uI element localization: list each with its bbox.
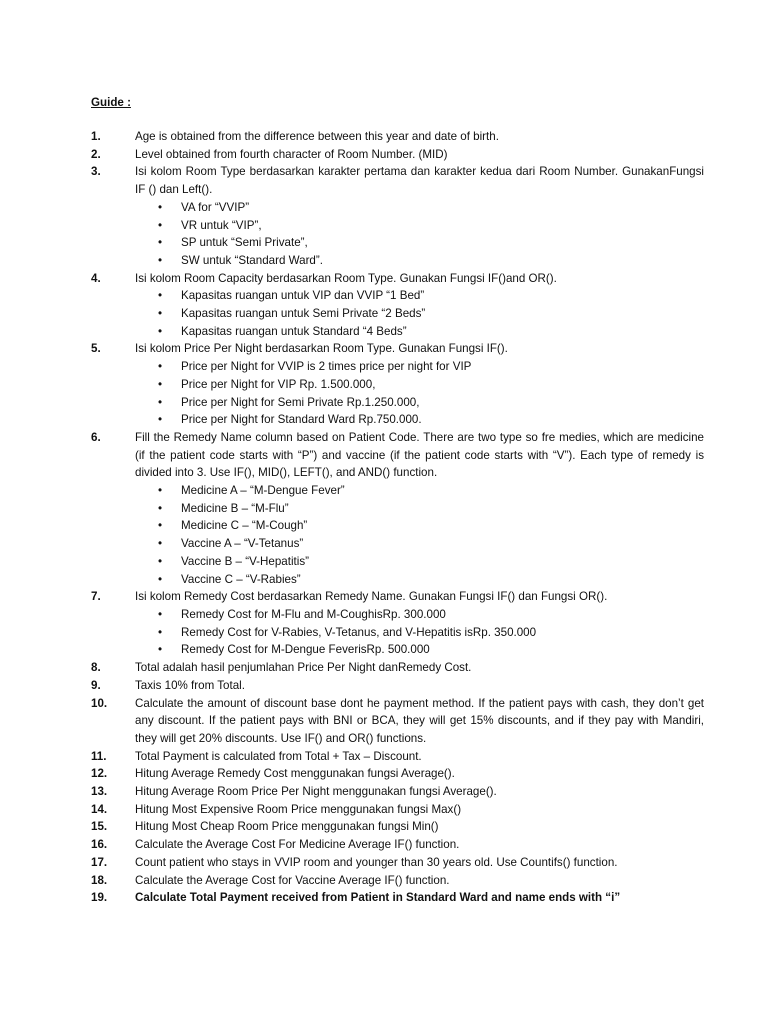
sub-item-text: VR untuk “VIP”, — [181, 218, 262, 232]
item-text: Hitung Most Cheap Room Price menggunakan fungsi Min() — [135, 820, 439, 834]
sub-item — [135, 323, 704, 341]
item-number: 19. — [91, 891, 108, 905]
item-text: Level obtained from fourth character of Room Number. (MID) — [135, 147, 448, 161]
sub-item — [135, 199, 704, 217]
item-number: 9. — [91, 678, 101, 692]
sub-item-text: Medicine C – “M-Cough” — [181, 519, 308, 533]
guide-item — [0, 818, 768, 836]
bullet-icon: • — [158, 289, 163, 303]
sub-item — [135, 571, 704, 589]
item-text: Isi kolom Room Type berdasarkan karakter pertama dan karakter kedua dari Room Number. GunakanFungsi IF () dan Left(). — [135, 165, 704, 197]
item-number: 18. — [91, 873, 108, 887]
sub-list — [135, 482, 704, 588]
item-number: 2. — [91, 147, 101, 161]
bullet-icon: • — [158, 200, 163, 214]
sub-item — [135, 287, 704, 305]
guide-list — [0, 128, 768, 907]
item-number: 17. — [91, 855, 108, 869]
sub-list — [135, 199, 704, 270]
bullet-icon: • — [158, 324, 163, 338]
item-number: 6. — [91, 430, 101, 444]
item-number: 8. — [91, 661, 101, 675]
sub-item — [135, 553, 704, 571]
guide-item — [0, 163, 768, 269]
guide-item — [0, 340, 768, 429]
item-text: Calculate the amount of discount base dont he payment method. If the patient pays with cash, they don’t get any discount. If the patient pays with BNI or BCA, they will get 15% discounts, and if they pay with Mandiri, they will get 20% discounts. Use IF() and OR() functions. — [135, 696, 704, 745]
item-text: Hitung Most Expensive Room Price menggunakan fungsi Max() — [135, 802, 462, 816]
sub-item — [135, 500, 704, 518]
bullet-icon: • — [158, 572, 163, 586]
item-text: Calculate Total Payment received from Patient in Standard Ward and name ends with “i” — [135, 891, 621, 905]
sub-list — [135, 606, 704, 659]
item-number: 10. — [91, 696, 108, 710]
item-text: Hitung Average Room Price Per Night menggunakan fungsi Average(). — [135, 785, 497, 799]
sub-item-text: Kapasitas ruangan untuk Standard “4 Beds” — [181, 324, 407, 338]
item-number: 11. — [91, 749, 107, 763]
item-number: 5. — [91, 342, 101, 356]
bullet-icon: • — [158, 625, 163, 639]
bullet-icon: • — [158, 501, 163, 515]
item-text: Calculate the Average Cost for Vaccine Average IF() function. — [135, 873, 450, 887]
sub-item — [135, 376, 704, 394]
sub-item — [135, 641, 704, 659]
sub-list — [135, 287, 704, 340]
sub-item — [135, 517, 704, 535]
bullet-icon: • — [158, 643, 163, 657]
guide-item — [0, 836, 768, 854]
guide-item — [0, 270, 768, 341]
bullet-icon: • — [158, 218, 163, 232]
sub-item-text: Price per Night for VVIP is 2 times price per night for VIP — [181, 360, 472, 374]
item-number: 12. — [91, 767, 108, 781]
bullet-icon: • — [158, 554, 163, 568]
sub-item — [135, 252, 704, 270]
sub-item-text: VA for “VVIP” — [181, 200, 250, 214]
sub-list — [135, 358, 704, 429]
sub-item-text: Medicine B – “M-Flu” — [181, 501, 289, 515]
bullet-icon: • — [158, 484, 163, 498]
guide-item — [0, 695, 768, 748]
sub-item — [135, 624, 704, 642]
item-text: Fill the Remedy Name column based on Patient Code. There are two type so fre medies, which are medicine (if the patient code starts with “P”) and vaccine (if the patient code starts with “V”). Each type of remedy is divided into 3. Use IF(), MID(), LEFT(), and AND() function. — [135, 430, 704, 480]
guide-item — [0, 677, 768, 695]
sub-item-text: Remedy Cost for V-Rabies, V-Tetanus, and V-Hepatitis isRp. 350.000 — [181, 625, 537, 639]
guide-item — [0, 872, 768, 890]
sub-item — [135, 411, 704, 429]
guide-item — [0, 801, 768, 819]
sub-item-text: Vaccine B – “V-Hepatitis” — [181, 554, 310, 568]
sub-item-text: Remedy Cost for M-Dengue FeverisRp. 500.000 — [181, 643, 430, 657]
item-number: 13. — [91, 785, 108, 799]
guide-item — [0, 128, 768, 146]
item-text: Total adalah hasil penjumlahan Price Per Night danRemedy Cost. — [135, 661, 472, 675]
sub-item — [135, 305, 704, 323]
sub-item — [135, 358, 704, 376]
sub-item — [135, 234, 704, 252]
sub-item-text: Vaccine A – “V-Tetanus” — [181, 537, 304, 551]
sub-item-text: Kapasitas ruangan untuk VIP dan VVIP “1 Bed” — [181, 289, 425, 303]
item-number: 16. — [91, 838, 108, 852]
bullet-icon: • — [158, 307, 163, 321]
item-text: Count patient who stays in VVIP room and younger than 30 years old. Use Countifs() function. — [135, 855, 618, 869]
sub-item-text: Price per Night for Semi Private Rp.1.250.000, — [181, 395, 420, 409]
item-text: Taxis 10% from Total. — [135, 678, 245, 692]
item-number: 15. — [91, 820, 108, 834]
sub-item — [135, 606, 704, 624]
bullet-icon: • — [158, 377, 163, 391]
item-text: Isi kolom Room Capacity berdasarkan Room Type. Gunakan Fungsi IF()and OR(). — [135, 271, 557, 285]
bullet-icon: • — [158, 395, 163, 409]
guide-item — [0, 765, 768, 783]
sub-item — [135, 535, 704, 553]
sub-item-text: SP untuk “Semi Private”, — [181, 236, 308, 250]
guide-item — [0, 429, 768, 588]
sub-item — [135, 482, 704, 500]
item-text: Calculate the Average Cost For Medicine Average IF() function. — [135, 838, 460, 852]
guide-item — [0, 889, 768, 907]
sub-item — [135, 217, 704, 235]
bullet-icon: • — [158, 607, 163, 621]
item-number: 1. — [91, 130, 101, 143]
bullet-icon: • — [158, 537, 163, 551]
bullet-icon: • — [158, 360, 163, 374]
item-number: 14. — [91, 802, 108, 816]
item-text: Age is obtained from the difference between this year and date of birth. — [135, 130, 499, 143]
bullet-icon: • — [158, 253, 163, 267]
guide-item — [0, 748, 768, 766]
bullet-icon: • — [158, 236, 163, 250]
sub-item-text: Vaccine C – “V-Rabies” — [181, 572, 301, 586]
sub-item-text: Kapasitas ruangan untuk Semi Private “2 Beds” — [181, 307, 426, 321]
sub-item-text: SW untuk “Standard Ward”. — [181, 253, 323, 267]
sub-item-text: Medicine A – “M-Dengue Fever” — [181, 484, 345, 498]
bullet-icon: • — [158, 519, 163, 533]
item-text: Isi kolom Price Per Night berdasarkan Room Type. Gunakan Fungsi IF(). — [135, 342, 508, 356]
item-number: 4. — [91, 271, 101, 285]
guide-item — [0, 588, 768, 659]
guide-item — [0, 659, 768, 677]
bullet-icon: • — [158, 413, 163, 427]
guide-title: Guide : — [91, 96, 131, 109]
sub-item — [135, 394, 704, 412]
item-text: Isi kolom Remedy Cost berdasarkan Remedy Name. Gunakan Fungsi IF() dan Fungsi OR(). — [135, 590, 608, 604]
item-text: Total Payment is calculated from Total + Tax – Discount. — [135, 749, 422, 763]
guide-item — [0, 854, 768, 872]
item-text: Hitung Average Remedy Cost menggunakan fungsi Average(). — [135, 767, 455, 781]
sub-item-text: Price per Night for VIP Rp. 1.500.000, — [181, 377, 376, 391]
sub-item-text: Price per Night for Standard Ward Rp.750.000. — [181, 413, 422, 427]
item-number: 7. — [91, 590, 101, 604]
guide-item — [0, 146, 768, 164]
sub-item-text: Remedy Cost for M-Flu and M-CoughisRp. 300.000 — [181, 607, 446, 621]
item-number: 3. — [91, 165, 101, 179]
guide-item — [0, 783, 768, 801]
